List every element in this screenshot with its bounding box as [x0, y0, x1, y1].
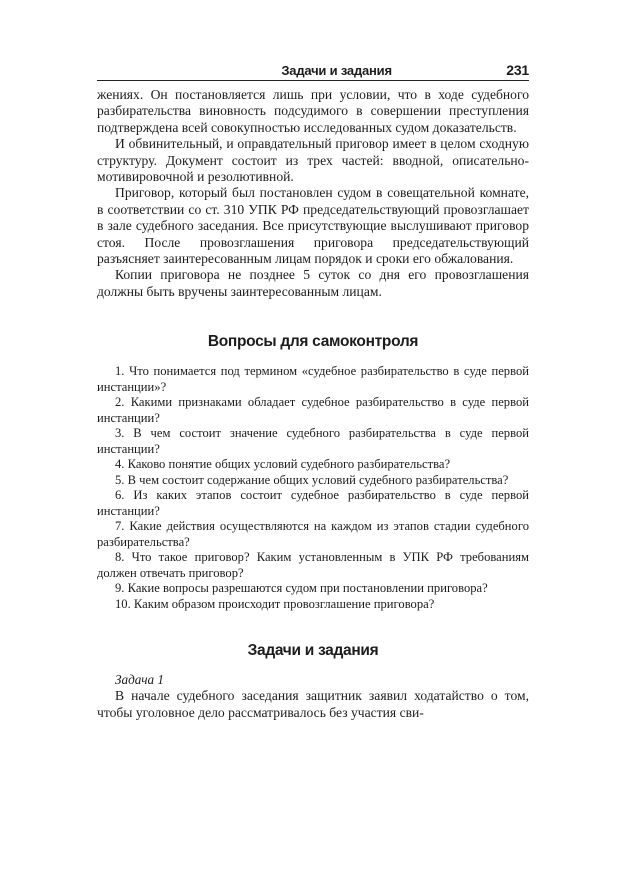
question-item: 7. Какие действия осуществляются на каждом из этапов стадии судебного разбирательства? — [97, 519, 529, 549]
running-header-title: Задачи и задания — [281, 63, 392, 78]
question-item: 9. Какие вопросы разрешаются судом при постановлении приговора? — [115, 581, 488, 596]
page-number: 231 — [506, 62, 529, 78]
paragraph: жениях. Он постановляется лишь при условии, что в ходе судебного разбирательства виновность подсудимого в совершении преступления подтверждена всей совокупностью исследованных судом доказательств. — [97, 87, 529, 135]
question-item: 1. Что понимается под термином «судебное разбирательство в суде первой инстанции»? — [97, 364, 529, 394]
section-heading-tasks: Задачи и задания — [247, 642, 379, 660]
question-item: 8. Что такое приговор? Каким установленным в УПК РФ требованиям должен отвечать приговор? — [97, 550, 529, 580]
paragraph: И обвинительный, и оправдательный приговор имеет в целом сходную структуру. Документ состоит из трех частей: вводной, описательно-мотивировочной и резолютивной. — [97, 136, 529, 185]
question-item: 4. Каково понятие общих условий судебного разбирательства? — [115, 457, 451, 472]
task-title: Задача 1 — [115, 672, 164, 688]
task-text: В начале судебного заседания защитник заявил ходатайство о том, чтобы уголовное дело рассматривалось без участия сви- — [97, 688, 529, 720]
question-item: 3. В чем состоит значение судебного разбирательства в суде первой инстанции? — [97, 426, 529, 456]
paragraph: Копии приговора не позднее 5 суток со дня его провозглашения должны быть вручены заинтересованным лицам. — [97, 267, 529, 299]
running-header — [97, 62, 529, 81]
question-item: 6. Из каких этапов состоит судебное разбирательство в суде первой инстанции? — [97, 488, 529, 518]
paragraph: Приговор, который был постановлен судом в совещательной комнате, в соответствии со ст. 310 УПК РФ председательствующий провозглашает в зале судебного заседания. Все присутствующие выслушивают приговор стоя. После провозглашения приговора председательствующий разъясняет заинтересованным лицам порядок и сроки его обжалования. — [97, 185, 529, 267]
question-item: 2. Какими признаками обладает судебное разбирательство в суде первой инстанции? — [97, 395, 529, 425]
questions-list — [97, 364, 529, 612]
question-item: 5. В чем состоит содержание общих условий судебного разбирательства? — [115, 472, 509, 487]
section-heading-questions: Вопросы для самоконтроля — [207, 333, 419, 351]
body-text — [97, 87, 529, 300]
book-page — [97, 62, 529, 721]
question-item: 10. Каким образом происходит провозглашение приговора? — [115, 596, 435, 611]
